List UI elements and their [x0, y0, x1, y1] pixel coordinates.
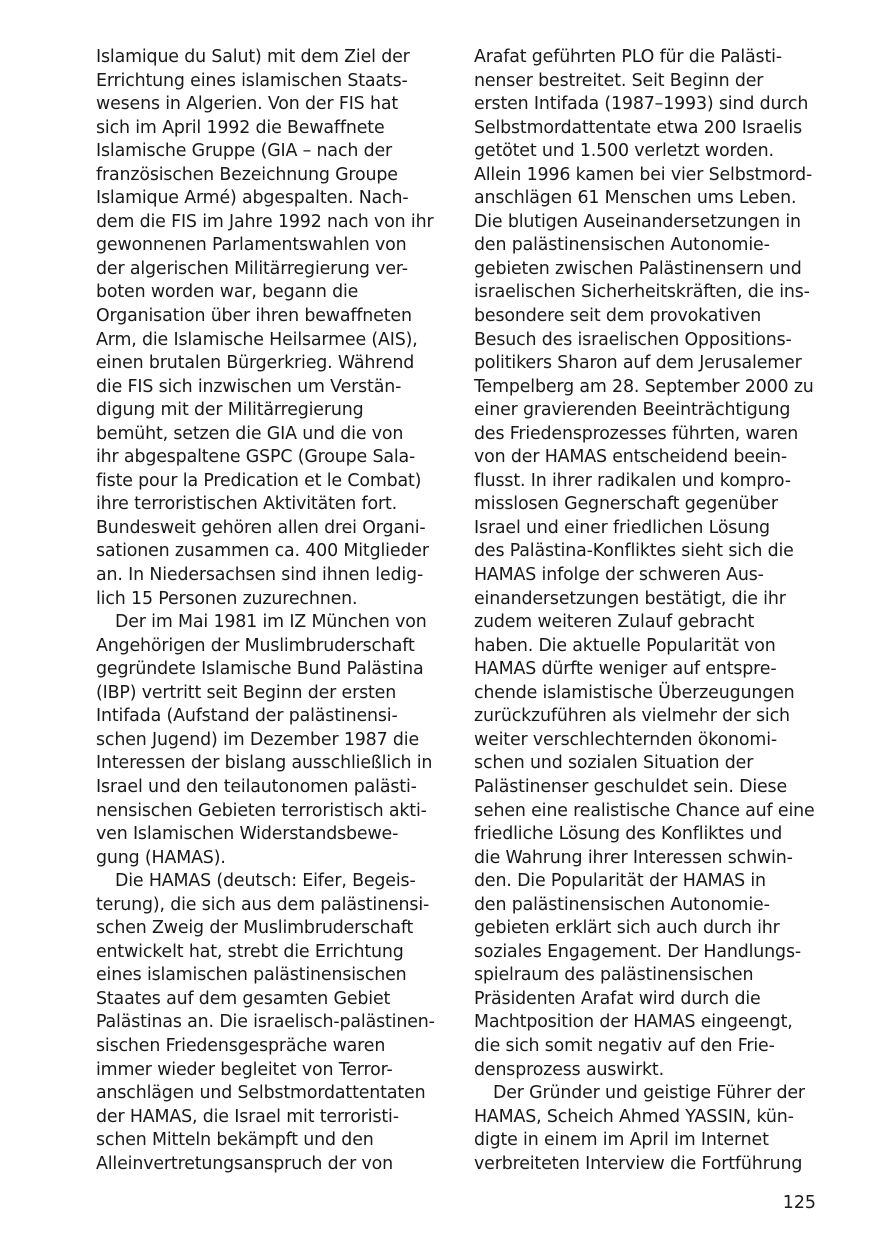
text-line: HAMAS, Scheich Ahmed YASSIN, kün- [474, 1106, 794, 1127]
text-line: digung mit der Militärregierung [96, 400, 364, 421]
text-line: zurückzuführen als vielmehr der sich [474, 706, 790, 727]
text-line: den. Die Popularität der HAMAS in [474, 871, 766, 892]
text-line: nenser bestreitet. Seit Beginn der [474, 70, 764, 91]
text-line: terung), die sich aus dem palästinensi- [96, 894, 430, 915]
text-line: gegründete Islamische Bund Palästina [96, 659, 424, 680]
text-line: Palästinas an. Die israelisch-palästinen- [96, 1012, 435, 1033]
text-line: verbreiteten Interview die Fortführung [474, 1153, 803, 1174]
text-line: ihr abgespaltene GSPC (Groupe Sala- [96, 447, 416, 468]
text-line: getötet und 1.500 verletzt worden. [474, 141, 774, 162]
text-line: Islamische Gruppe (GIA – nach der [96, 141, 393, 162]
text-line: fiste pour la Predication et le Combat) [96, 470, 422, 491]
text-line: densprozess auswirkt. [474, 1059, 664, 1080]
text-line: chende islamistische Überzeugungen [474, 682, 795, 703]
text-line: Besuch des israelischen Oppositions- [474, 329, 792, 350]
text-line: von der HAMAS entscheidend beein- [474, 447, 787, 468]
text-line: den palästinensischen Autonomie- [474, 235, 770, 256]
left-text-column [96, 46, 446, 1176]
text-line: flusst. In ihrer radikalen und kompro- [474, 470, 791, 491]
text-line: die sich somit negativ auf den Frie- [474, 1035, 775, 1056]
text-line: Errichtung eines islamischen Staats- [96, 70, 408, 91]
text-line: der HAMAS, die Israel mit terroristi- [96, 1106, 399, 1127]
text-line: wesens in Algerien. Von der FIS hat [96, 94, 398, 115]
text-line: soziales Engagement. Der Handlungs- [474, 941, 801, 962]
text-line: Präsidenten Arafat wird durch die [474, 988, 761, 1009]
text-line: entwickelt hat, strebt die Errichtung [96, 941, 404, 962]
text-line: Israel und einer friedlichen Lösung [474, 517, 770, 538]
text-line: haben. Die aktuelle Popularität von [474, 635, 776, 656]
text-line: misslosen Gegnerschaft gegenüber [474, 494, 778, 515]
text-line: einandersetzungen bestätigt, die ihr [474, 588, 786, 609]
text-line: Der im Mai 1981 im IZ München von [115, 612, 427, 633]
text-line: Alleinvertretungsanspruch der von [96, 1153, 393, 1174]
text-line: die Wahrung ihrer Interessen schwin- [474, 847, 793, 868]
text-line: Tempelberg am 28. September 2000 zu [474, 376, 814, 397]
text-line: schen Zweig der Muslimbruderschaft [96, 918, 414, 939]
text-line: Intifada (Aufstand der palästinensi- [96, 706, 398, 727]
text-line: schen und sozialen Situation der [474, 753, 754, 774]
text-line: israelischen Sicherheitskräften, die ins- [474, 282, 810, 303]
text-line: Bundesweit gehören allen drei Organi- [96, 517, 426, 538]
text-line: eines islamischen palästinensischen [96, 965, 407, 986]
text-line: des Friedensprozesses führten, waren [474, 423, 799, 444]
text-line: digte in einem im April im Internet [474, 1130, 769, 1151]
text-line: ihre terroristischen Aktivitäten fort. [96, 494, 398, 515]
text-line: französischen Bezeichnung Groupe [96, 164, 398, 185]
text-line: bemüht, setzen die GIA und die von [96, 423, 404, 444]
text-line: Arafat geführten PLO für die Palästi- [474, 47, 782, 67]
text-line: sationen zusammen ca. 400 Mitglieder [96, 541, 429, 562]
text-line: gewonnenen Parlamentswahlen von [96, 235, 407, 256]
text-line: gebieten erklärt sich auch durch ihr [474, 918, 780, 939]
text-line: Selbstmordattentate etwa 200 Israelis [474, 117, 803, 138]
text-line: Machtposition der HAMAS eingeengt, [474, 1012, 793, 1033]
text-line: immer wieder begleitet von Terror- [96, 1059, 393, 1080]
text-line: der algerischen Militärregierung ver- [96, 258, 408, 279]
text-line: lich 15 Personen zuzurechnen. [96, 588, 358, 609]
text-line: Allein 1996 kamen bei vier Selbstmord- [474, 164, 813, 185]
text-line: Die HAMAS (deutsch: Eifer, Begeis- [115, 871, 416, 892]
text-line: sehen eine realistische Chance auf eine [474, 800, 815, 821]
text-line: HAMAS infolge der schweren Aus- [474, 565, 764, 586]
text-line: anschlägen und Selbstmordattentaten [96, 1083, 426, 1104]
text-line: gung (HAMAS). [96, 847, 226, 868]
text-line: an. In Niedersachsen sind ihnen ledig- [96, 565, 424, 586]
text-line: einer gravierenden Beeinträchtigung [474, 400, 791, 421]
text-line: Der Gründer und geistige Führer der [493, 1083, 805, 1104]
text-line: sischen Friedensgespräche waren [96, 1035, 386, 1056]
text-line: schen Jugend) im Dezember 1987 die [96, 729, 419, 750]
text-line: zudem weiteren Zulauf gebracht [474, 612, 755, 633]
text-line: schen Mitteln bekämpft und den [96, 1130, 374, 1151]
text-line: spielraum des palästinensischen [474, 965, 754, 986]
text-line: Israel und den teilautonomen palästi- [96, 776, 417, 797]
text-line: Palästinenser geschuldet sein. Diese [474, 776, 788, 797]
text-line: des Palästina-Konfliktes sieht sich die [474, 541, 794, 562]
text-line: Islamique du Salut) mit dem Ziel der [96, 47, 410, 67]
text-line: Interessen der bislang ausschließlich in [96, 753, 433, 774]
text-line: Staates auf dem gesamten Gebiet [96, 988, 391, 1009]
text-line: die FIS sich inzwischen um Verstän- [96, 376, 402, 397]
text-line: Angehörigen der Muslimbruderschaft [96, 635, 415, 656]
text-line: einen brutalen Bürgerkrieg. Während [96, 353, 415, 374]
text-line: politikers Sharon auf dem Jerusalemer [474, 353, 802, 374]
text-line: Arm, die Islamische Heilsarmee (AIS), [96, 329, 418, 350]
text-line: friedliche Lösung des Konfliktes und [474, 824, 783, 845]
text-line: ven Islamischen Widerstandsbewe- [96, 824, 399, 845]
text-line: boten worden war, begann die [96, 282, 359, 303]
text-line: sich im April 1992 die Bewaffnete [96, 117, 385, 138]
text-line: dem die FIS im Jahre 1992 nach von ihr [96, 211, 434, 232]
text-line: Die blutigen Auseinandersetzungen in [474, 211, 801, 232]
page-number: 125 [782, 1193, 816, 1213]
text-line: HAMAS dürfte weniger auf entspre- [474, 659, 777, 680]
text-line: den palästinensischen Autonomie- [474, 894, 770, 915]
text-line: gebieten zwischen Palästinensern und [474, 258, 802, 279]
text-line: Islamique Armé) abgespalten. Nach- [96, 188, 409, 209]
text-line: nensischen Gebieten terroristisch akti- [96, 800, 427, 821]
text-line: besondere seit dem provokativen [474, 306, 762, 327]
text-line: Organisation über ihren bewaffneten [96, 306, 412, 327]
text-line: ersten Intifada (1987–1993) sind durch [474, 94, 809, 115]
text-line: anschlägen 61 Menschen ums Leben. [474, 188, 797, 209]
text-line: weiter verschlechternden ökonomi- [474, 729, 778, 750]
right-text-column [474, 46, 824, 1176]
text-line: (IBP) vertritt seit Beginn der ersten [96, 682, 397, 703]
